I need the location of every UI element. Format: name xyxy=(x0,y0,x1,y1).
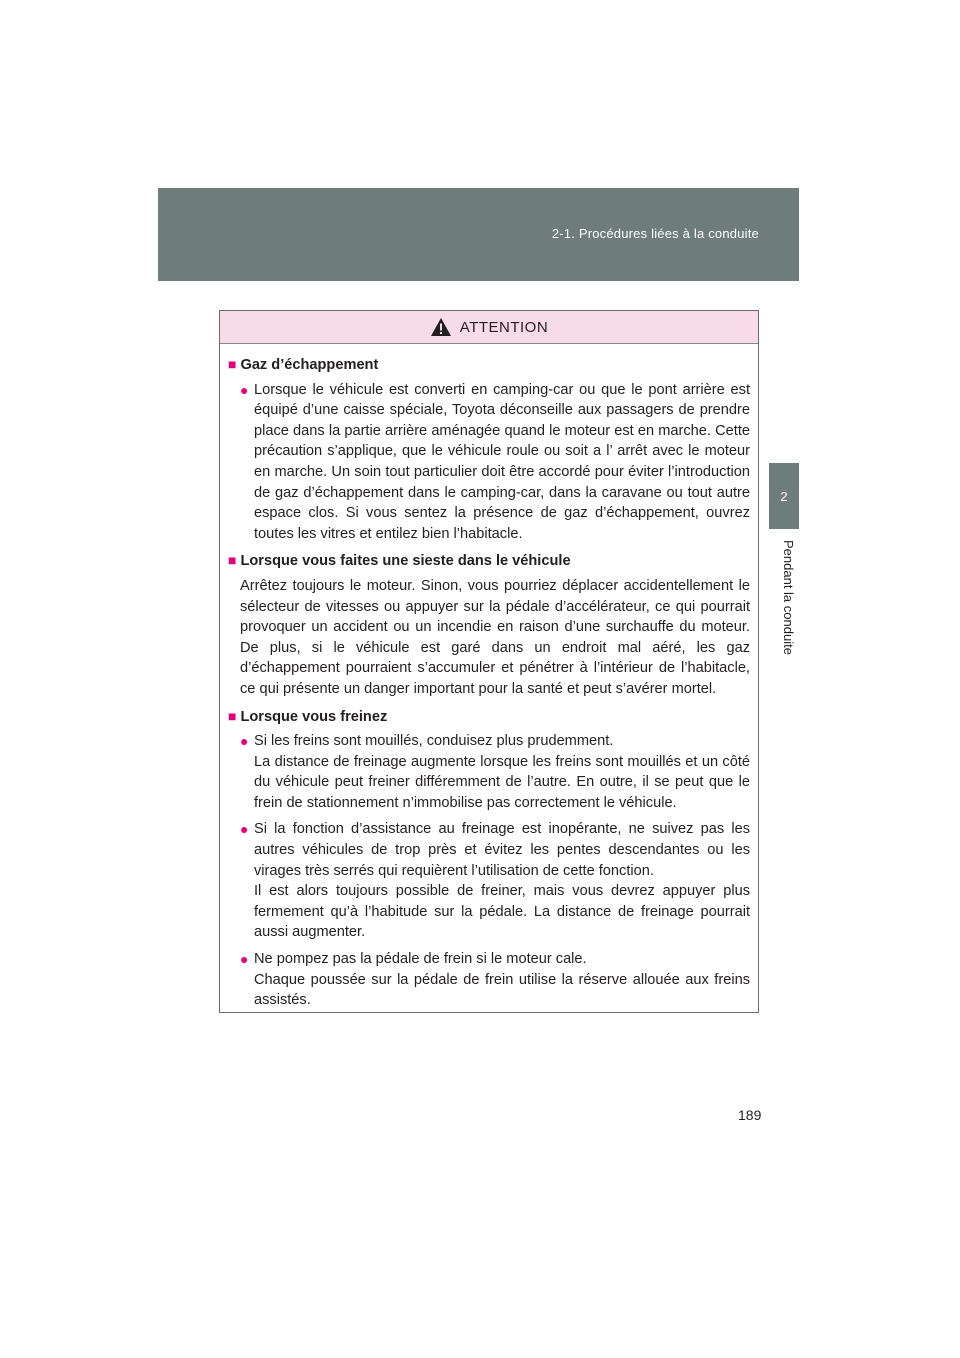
list-item: ● Lorsque le véhicule est converti en camping-car ou que le pont arrière est équipé d’une caisse spéciale, Toyota déconseille aux passagers de prendre place dans la partie arrière aménagée quand le moteur est en marche. Cette précaution s’applique, que le véhicule roule ou soit a l’ arrêt avec le moteur en marche. Un soin tout particulier doit être accordé pour éviter l’introduction de gaz d’échappement dans le camping-car, dans la caravane ou tout autre espace clos. Si vous sentez la présence de gaz d’échappement, ouvrez toutes les vitres et entilez bien l’habitacle. xyxy=(240,380,750,545)
square-bullet-icon: ■ xyxy=(228,356,237,372)
circle-bullet-icon: ● xyxy=(240,733,249,750)
header-band xyxy=(158,188,799,281)
chapter-tab xyxy=(769,463,799,529)
warning-triangle-icon xyxy=(430,317,452,337)
section-title-braking: ■ Lorsque vous freinez xyxy=(228,707,388,725)
section-header-title: 2-1. Procédures liées à la conduite xyxy=(551,226,759,241)
page-number: 189 xyxy=(738,1107,762,1123)
warning-header xyxy=(220,311,758,344)
circle-bullet-icon: ● xyxy=(240,821,249,838)
chapter-label: Pendant la conduite xyxy=(781,540,796,655)
warning-box xyxy=(219,310,759,1013)
square-bullet-icon: ■ xyxy=(228,552,237,569)
section-title-exhaust: ■ Gaz d’échappement xyxy=(228,356,379,373)
square-bullet-icon: ■ xyxy=(228,707,237,724)
list-item: ● Si les freins sont mouillés, conduisez plus prudemment. La distance de freinage augmente lorsque les freins sont mouillés et un côté du véhicule peut freiner différemment de l’autre. En outre, il se peut que le frein de stationnement n’immobilise pas correctement le véhicule. xyxy=(240,731,750,813)
warning-body xyxy=(220,344,758,1011)
circle-bullet-icon: ● xyxy=(240,951,249,968)
warning-title: ATTENTION xyxy=(459,318,549,336)
paragraph-nap: Arrêtez toujours le moteur. Sinon, vous pourriez déplacer accidentellement le sélecteur de vitesses ou appuyer sur la pédale d’accélérateur, ce qui pourrait provoquer un accident ou un incendie en raison d’une surchauffe du moteur. De plus, si le véhicule est garé dans un endroit mal aéré, les gaz d’échappement pourraient s’accumuler et pénétrer à l’intérieur de l’habitacle, ce qui présente un danger important pour la santé et peut s’avérer mortel. xyxy=(240,577,750,697)
chapter-number: 2 xyxy=(780,488,788,504)
circle-bullet-icon: ● xyxy=(240,381,249,398)
list-item: ● Si la fonction d’assistance au freinage est inopérante, ne suivez pas les autres véhicules de trop près et évitez les pentes descendantes ou les virages très serrés qui requièrent l’utilisation de cette fonction. Il est alors toujours possible de freiner, mais vous devrez appuyer plus fermement qu’à l’habitude sur la pédale. La distance de freinage pourrait aussi augmenter. xyxy=(240,819,750,943)
section-title-nap: ■ Lorsque vous faites une sieste dans le véhicule xyxy=(228,552,571,570)
list-item: ● Ne pompez pas la pédale de frein si le moteur cale. Chaque poussée sur la pédale de frein utilise la réserve allouée aux freins assistés. xyxy=(240,949,750,1011)
